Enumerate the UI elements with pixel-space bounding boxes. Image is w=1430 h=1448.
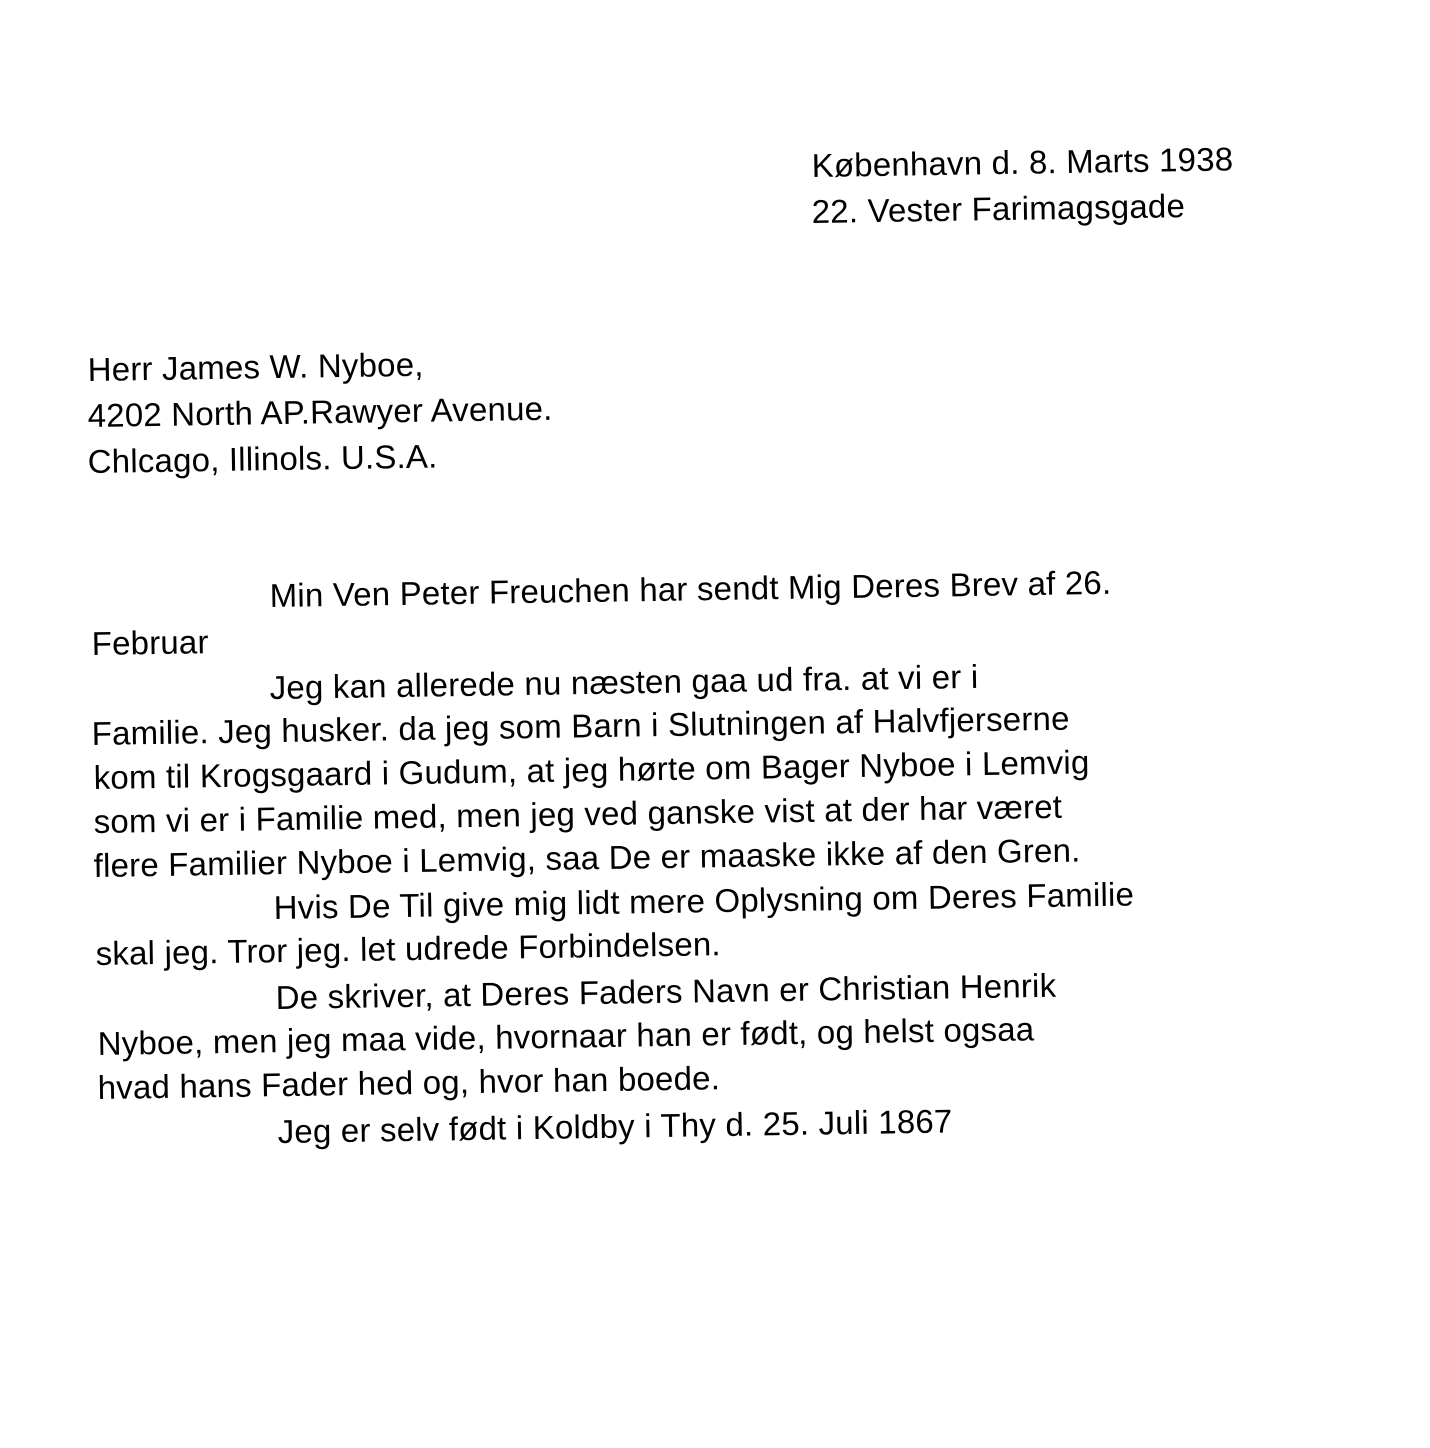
body-line: som vi er i Familie med, men jeg ved ganske vist at der har været xyxy=(93,787,1063,841)
body-line: Nyboe, men jeg maa vide, hvornaar han er født, og helst ogsaa xyxy=(97,1010,1035,1063)
header-place-date: København d. 8. Marts 1938 xyxy=(811,140,1234,185)
header-street: 22. Vester Farimagsgade xyxy=(811,187,1186,231)
recipient-city: Chlcago, Illinols. U.S.A. xyxy=(87,437,438,481)
body-line: Hvis De Til give mig lidt mere Oplysning om Deres Familie xyxy=(273,875,1135,927)
body-line: Min Ven Peter Freuchen har sendt Mig Deres Brev af 26. xyxy=(269,563,1112,615)
recipient-name: Herr James W. Nyboe, xyxy=(87,345,424,389)
body-line: flere Familier Nyboe i Lemvig, saa De er maaske ikke af den Gren. xyxy=(93,831,1081,885)
body-line: kom til Krogsgaard i Gudum, at jeg hørte om Bager Nyboe i Lemvig xyxy=(93,743,1090,797)
body-line: hvad hans Fader hed og, hvor han boede. xyxy=(97,1059,721,1107)
body-line: skal jeg. Tror jeg. let udrede Forbindelsen. xyxy=(95,925,722,973)
body-line: De skriver, at Deres Faders Navn er Christian Henrik xyxy=(275,966,1057,1017)
body-line: Februar xyxy=(91,623,209,663)
body-line: Jeg kan allerede nu næsten gaa ud fra. at vi er i xyxy=(269,657,979,707)
body-line: Jeg er selv født i Koldby i Thy d. 25. Juli 1867 xyxy=(277,1102,953,1151)
recipient-address: 4202 North AP.Rawyer Avenue. xyxy=(87,389,553,435)
body-line: Familie. Jeg husker. da jeg som Barn i Slutningen af Halvfjerserne xyxy=(91,699,1070,753)
